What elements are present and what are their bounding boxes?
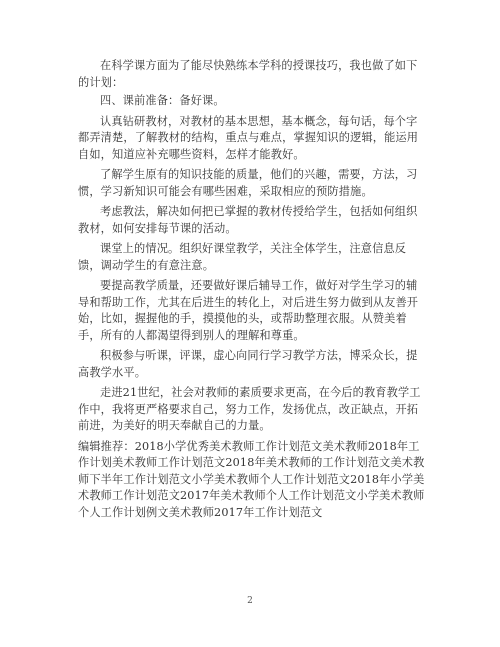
editor-recommendation: 编辑推荐：2018小学优秀美术教师工作计划范文美术教师2018年工作计划美术教师工作计划范文2018年美术教师的工作计划范文美术教师下半年工作计划范文小学美术教师个人工作计划范文2018年小学美术教师工作计划范文2017年美术教师个人工作计划范文小学美术教师个人工作计划例文美术教师2017年工作计划范文 (78, 439, 425, 519)
paragraph-classroom-situation: 课堂上的情况。组织好课堂教学，关注全体学生，注意信息反馈，调动学生的有意注意。 (78, 242, 407, 272)
paragraph-lesson-observation: 积极参与听课，评课，虚心向同行学习教学方法，博采众长，提高教学水平。 (78, 349, 418, 379)
paragraph-study-materials: 认真钻研教材，对教材的基本思想，基本概念，每句话，每个字都弄清楚，了解教材的结构，重点与难点，掌握知识的逻辑，能运用自如，知道应补充哪些资料，怎样才能教好。 (78, 114, 419, 161)
paragraph-21st-century: 走进21世纪，社会对教师的素质要求更高，在今后的教育教学工作中，我将更严格要求自己，努力工作，发扬优点，改正缺点，开拓前进，为美好的明天奉献自己的力量。 (78, 386, 421, 432)
page-number: 2 (247, 596, 253, 606)
paragraph-science-plan-intro: 在科学课方面为了能尽快熟练本学科的授课技巧，我也做了如下的计划： (78, 59, 418, 89)
paragraph-section-four-heading: 四、课前准备：备好课。 (100, 94, 225, 107)
paragraph-teaching-methods: 考虑教法，解决如何把已掌握的教材传授给学生，包括如何组织教材，如何安排每节课的活动。 (78, 205, 418, 235)
document-body (78, 58, 428, 525)
paragraph-after-class-tutoring: 要提高教学质量，还要做好课后辅导工作，做好对学生学习的辅导和帮助工作，尤其在后进生的转化上，对后进生努力做到从友善开始，比如，握握他的手，摸摸他的头，或帮助整理衣服。从赞美着手，所有的人都渴望得到别人的理解和尊重。 (78, 279, 419, 342)
paragraph-understand-students: 了解学生原有的知识技能的质量，他们的兴趣，需要，方法，习惯，学习新知识可能会有哪些困难，采取相应的预防措施。 (78, 168, 418, 198)
